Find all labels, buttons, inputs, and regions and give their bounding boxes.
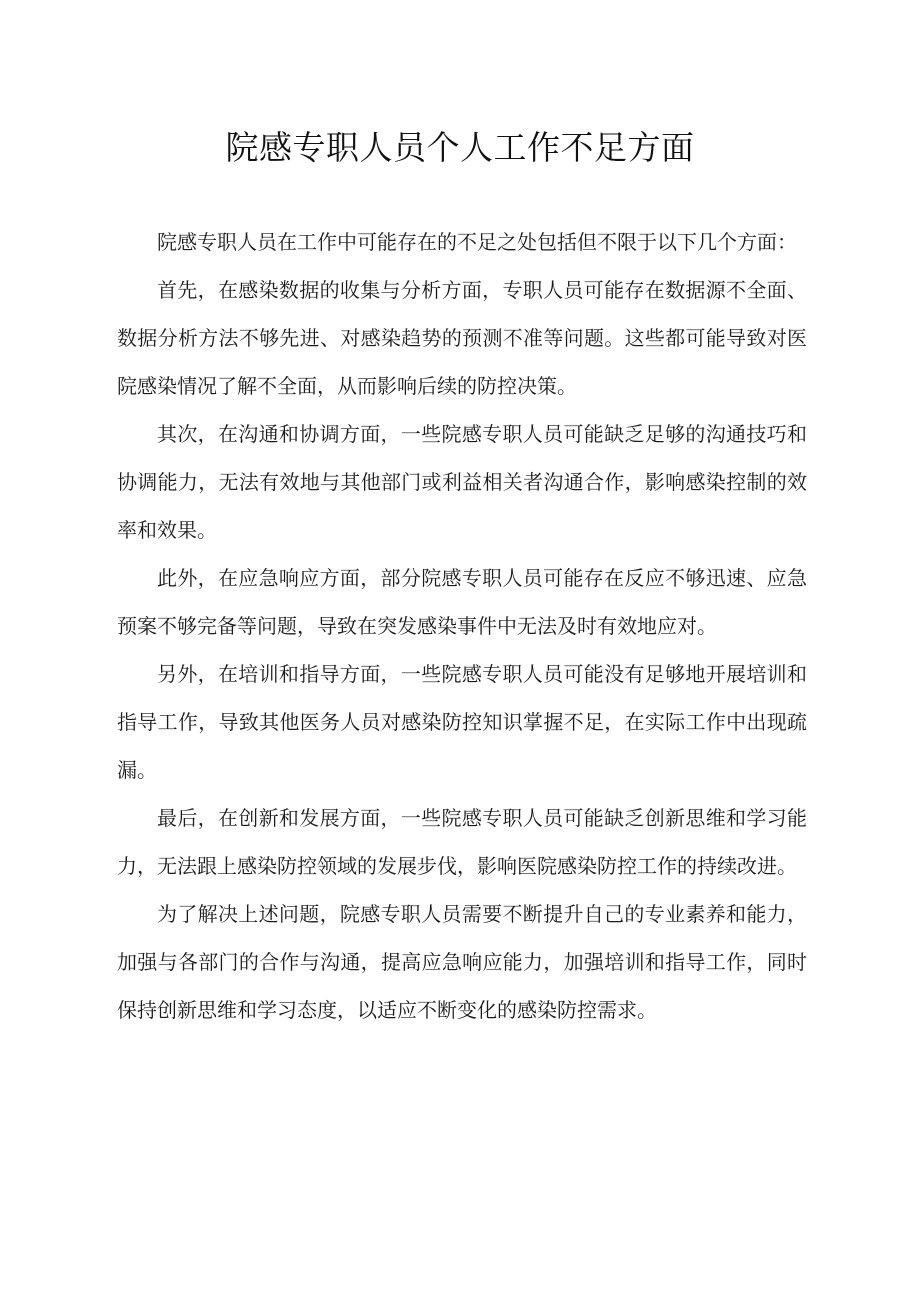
paragraph-data-analysis: 首先，在感染数据的收集与分析方面，专职人员可能存在数据源不全面、数据分析方法不够先进、对感染趋势的预测不准等问题。这些都可能导致对医院感染情况了解不全面，从而影响后续的防控决策。 — [117, 278, 807, 398]
paragraph-intro: 院感专职人员在工作中可能存在的不足之处包括但不限于以下几个方面： — [157, 230, 797, 254]
document-body — [117, 218, 807, 1034]
paragraph-training: 另外，在培训和指导方面，一些院感专职人员可能没有足够地开展培训和指导工作，导致其他医务人员对感染防控知识掌握不足，在实际工作中出现疏漏。 — [117, 662, 807, 782]
paragraph-emergency-response: 此外，在应急响应方面，部分院感专职人员可能存在反应不够迅速、应急预案不够完备等问题，导致在突发感染事件中无法及时有效地应对。 — [117, 566, 807, 638]
paragraph-conclusion: 为了解决上述问题，院感专职人员需要不断提升自己的专业素养和能力，加强与各部门的合作与沟通，提高应急响应能力，加强培训和指导工作，同时保持创新思维和学习态度，以适应不断变化的感染防控需求。 — [117, 902, 807, 1022]
paragraph-innovation: 最后，在创新和发展方面，一些院感专职人员可能缺乏创新思维和学习能力，无法跟上感染防控领域的发展步伐，影响医院感染防控工作的持续改进。 — [117, 806, 807, 878]
paragraph-communication: 其次，在沟通和协调方面，一些院感专职人员可能缺乏足够的沟通技巧和协调能力，无法有效地与其他部门或利益相关者沟通合作，影响感染控制的效率和效果。 — [117, 422, 807, 542]
document-title: 院感专职人员个人工作不足方面 — [225, 128, 695, 167]
